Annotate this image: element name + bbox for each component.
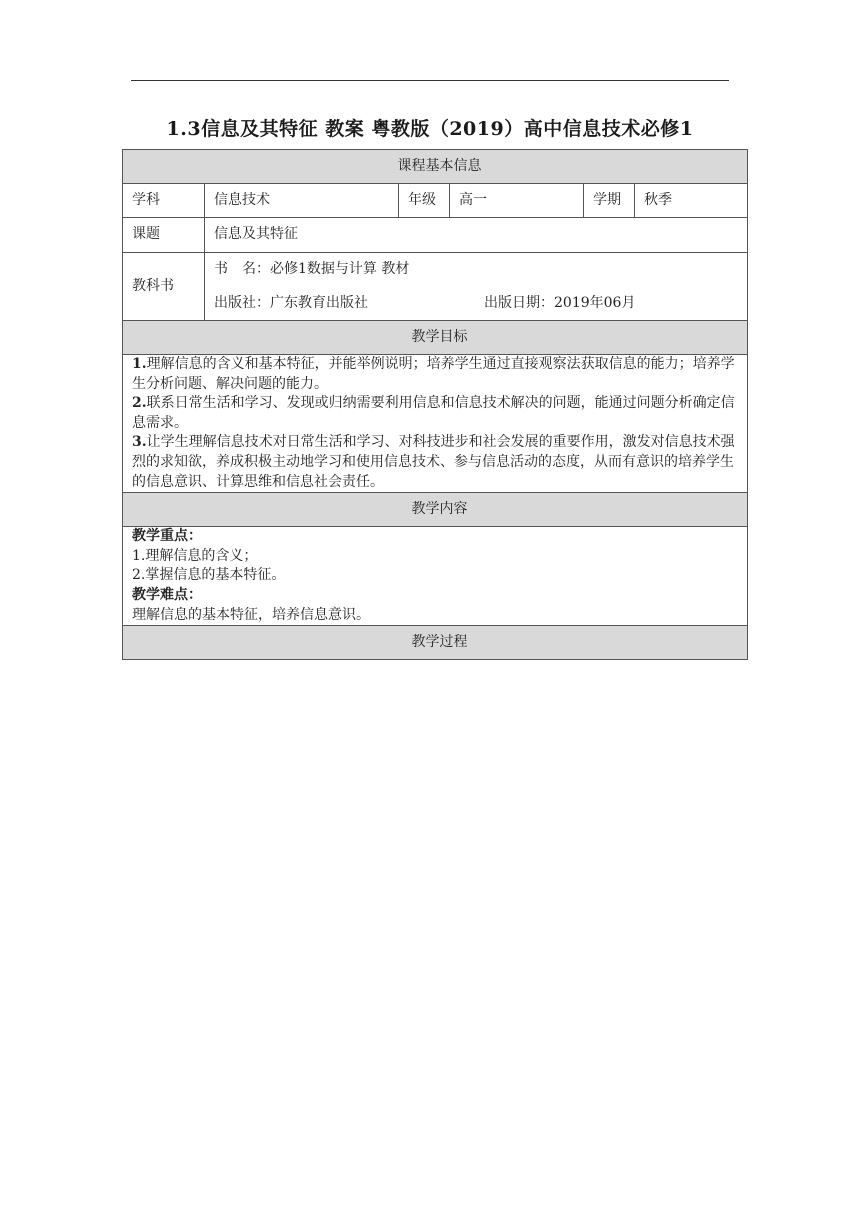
- subject-value: 信息技术: [205, 184, 399, 218]
- book-name: 书 名：必修1数据与计算 教材: [214, 260, 410, 277]
- key-points-title: 教学重点：: [132, 528, 202, 545]
- goal-item: 3.让学生理解信息技术对日常生活和学习、对科技进步和社会发展的重要作用，激发对信息技术强烈的求知欲，养成积极主动地学习和使用信息技术、参与信息活动的态度，从而有意识的培养学生的信息意识、计算思维和信息社会责任。: [132, 434, 735, 490]
- topic-row: [123, 218, 748, 253]
- subject-row: [123, 184, 748, 218]
- topic-value: 信息及其特征: [205, 218, 748, 253]
- lesson-plan-table: [122, 149, 748, 660]
- goals-cell: [123, 355, 748, 493]
- textbook-details: [205, 253, 748, 321]
- process-header: 教学过程: [123, 626, 748, 660]
- term-value: 秋季: [635, 184, 748, 218]
- goal-item: 2.联系日常生活和学习、发现或归纳需要利用信息和信息技术解决的问题，能通过问题分析确定信息需求。: [132, 395, 735, 431]
- term-label: 学期: [584, 184, 635, 218]
- basic-info-header: 课程基本信息: [123, 150, 748, 184]
- goal-item: 1.理解信息的含义和基本特征，并能举例说明；培养学生通过直接观察法获取信息的能力；培养学生分析问题、解决问题的能力。: [132, 356, 735, 392]
- difficult-points-title: 教学难点：: [132, 586, 202, 603]
- grade-label: 年级: [399, 184, 450, 218]
- topic-label: 课题: [123, 218, 205, 253]
- difficult-point-item: 理解信息的基本特征，培养信息意识。: [132, 606, 370, 623]
- textbook-row: [123, 253, 748, 321]
- subject-label: 学科: [123, 184, 205, 218]
- content-cell: [123, 527, 748, 626]
- textbook-label: 教科书: [123, 253, 205, 321]
- grade-value: 高一: [450, 184, 584, 218]
- document-title: 1.3信息及其特征 教案 粤教版（2019）高中信息技术必修1: [166, 118, 694, 140]
- header-rule: [131, 80, 729, 81]
- publish-date: 出版日期：2019年06月: [484, 294, 636, 311]
- key-point-item: 2.掌握信息的基本特征。: [132, 567, 286, 584]
- goals-header: 教学目标: [123, 321, 748, 355]
- content-header: 教学内容: [123, 493, 748, 527]
- key-point-item: 1.理解信息的含义；: [132, 547, 258, 564]
- publisher: 出版社：广东教育出版社: [214, 294, 368, 311]
